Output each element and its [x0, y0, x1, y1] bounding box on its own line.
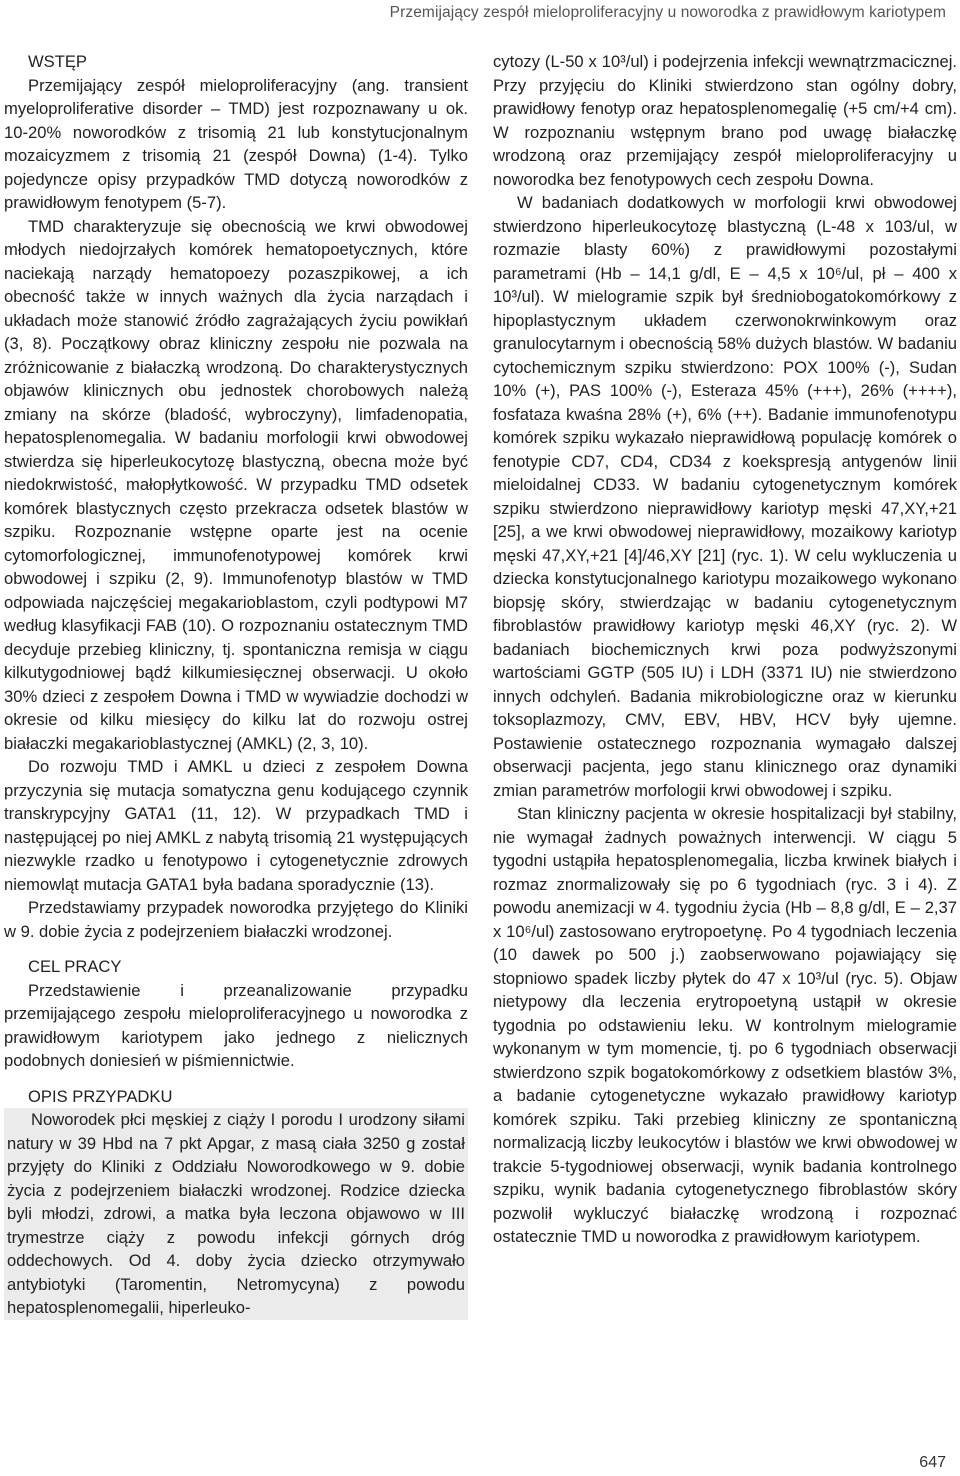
- right-paragraph-3: Stan kliniczny pacjenta w okresie hospitalizacji był stabilny, nie wymagał żadnych poważnych interwencji. W ciągu 5 tygodni ustąpiła hepatosplenomegalia, liczba krwinek białych i rozmaz znormalizowały się po 6 tygodniach (ryc. 3 i 4). Z powodu anemizacji w 4. tygodniu życia (Hb – 8,8 g/dl, E – 2,37 x 10⁶/ul) zastosowano erytropoetynę. Po 4 tygodniach leczenia (10 dawek po 500 j.) zaobserwowano pojawiający się stopniowo spadek liczby płytek do 47 x 10³/ul (ryc. 5). Objaw nietypowy dla leczenia erytropoetyną ustąpił w okresie tygodnia po odstawieniu leku. W kontrolnym mielogramie wykonanym w tym momencie, tj. po 6 tygodniach obserwacji stwierdzono szpik bogatokomórkowy z odsetkiem blastów 3%, a badanie cytogenetyczne wykazało prawidłowy kariotyp komórek szpiku. Taki przebieg kliniczny ze spontaniczną normalizacją liczby leukocytów i blastów we krwi obwodowej w trakcie 5-tygodniowej obserwacji, wynik badania kontrolnego szpiku, wynik badania cytogenetycznego fibroblastów skóry pozwolił wykluczyć białaczkę wrodzoną i rozpoznać ostatecznie TMD u noworodka z prawidłowym kariotypem.: [493, 804, 957, 1246]
- intro-paragraph-1: Przemijający zespół mieloproliferacyjny (ang. transient myeloproliferative disorder – TMD) jest rozpoznawany u ok. 10-20% noworodków z trisomią 21 lub konstytucjonalnym mozaicyzmem z trisomią 21 (zespół Downa) (1-4). Tylko pojedyncze opisy przypadków TMD dotyczą noworodków z prawidłowym fenotypem (5-7).: [4, 75, 468, 212]
- running-header: Przemijający zespół mieloproliferacyjny u noworodka z prawidłowym kariotypem: [389, 4, 946, 21]
- right-column: [493, 50, 957, 1249]
- section-heading-intro: WSTĘP: [28, 52, 88, 71]
- intro-paragraph-2: TMD charakteryzuje się obecnością we krwi obwodowej młodych niedojrzałych komórek hematopoetycznych, które naciekają narządy hematopoezy pozaszpikowej, a ich obecność także w innych ważnych dla życia narządach i układach może stanowić źródło zagrażających życiu powikłań (3, 8). Początkowy obraz kliniczny zespołu nie pozwala na zróżnicowanie z białaczką wrodzoną. Do charakterystycznych objawów klinicznych obu jednostek chorobowych należą zmiany na skórze (bladość, wybroczyny), limfadenopatia, hepatosplenomegalia. W badaniu morfologii krwi obwodowej stwierdza się hiperleukocytozę blastyczną, obecna może być niedokrwistość, małopłytkowość. W przypadku TMD odsetek komórek blastycznych często przekracza odsetek blastów w szpiku. Rozpoznanie wstępne oparte jest na ocenie cytomorfologicznej, immunofenotypowej komórek krwi obwodowej i szpiku (2, 9). Immunofenotyp blastów w TMD odpowiada najczęściej megakarioblastom, czyli podtypowi M7 według klasyfikacji FAB (10). O rozpoznaniu ostatecznym TMD decyduje przebieg kliniczny, tj. spontaniczna remisja w ciągu kilkutygodniowej bądź kilkumiesięcznej obserwacji. U około 30% dzieci z zespołem Downa i TMD w wywiadzie dochodzi w okresie od kilku miesięcy do kilku lat do rozwoju ostrej białaczki megakarioblastycznej (AMKL) (2, 3, 10).: [4, 216, 468, 753]
- right-paragraph-2: W badaniach dodatkowych w morfologii krwi obwodowej stwierdzono hiperleukocytozę blastyczną (L-48 x 103/ul, w rozmazie blasty 60%) z prawidłowymi pozostałymi parametrami (Hb – 14,1 g/dl, E – 4,5 x 10⁶/ul, pł – 400 x 10³/ul). W mielogramie szpik był średniobogatokomórkowy z hipoplastycznym układem czerwonokrwinkowym oraz granulocytarnym i obecnością 58% dużych blastów. W badaniu cytochemicznym szpiku stwierdzono: POX 100% (-), Sudan 10% (+), PAS 100% (-), Esteraza 45% (+++), 26% (++++), fosfataza kwaśna 28% (+), 6% (++). Badanie immunofenotypu komórek szpiku wykazało nieprawidłową populację komórek o fenotypie CD7, CD4, CD34 z koekspresją antygenów linii mieloidalnej CD33. W badaniu cytogenetycznym komórek szpiku stwierdzono nieprawidłowy kariotyp męski 47,XY,+21 [25], a we krwi obwodowej nieprawidłowy, mozaikowy kariotyp męski 47,XY,+21 [4]/46,XY [21] (ryc. 1). W celu wykluczenia u dziecka konstytucjonalnego kariotypu mozaikowego wykonano biopsję skóry, stwierdzając w badaniu cytogenetycznym fibroblastów prawidłowy kariotyp męski 46,XY (ryc. 2). W badaniach biochemicznych krwi poza podwyższonymi wartościami GGTP (505 IU) i LDH (3371 IU) nie stwierdzono innych odchyleń. Badania mikrobiologiczne oraz w kierunku toksoplazmozy, CMV, EBV, HBV, HCV były ujemne. Postawienie ostatecznego rozpoznania wymagało dalszej obserwacji pacjenta, jego stanu klinicznego oraz dynamiki zmian parametrów morfologii krwi obwodowej i szpiku.: [493, 193, 957, 800]
- section-heading-case: OPIS PRZYPADKU: [28, 1086, 173, 1106]
- left-column: [4, 50, 468, 1320]
- intro-paragraph-4: Przedstawiamy przypadek noworodka przyjętego do Kliniki w 9. dobie życia z podejrzeniem białaczki wrodzonej.: [4, 898, 468, 941]
- section-heading-aim: CEL PRACY: [28, 957, 122, 976]
- intro-paragraph-3: Do rozwoju TMD i AMKL u dzieci z zespołem Downa przyczynia się mutacja somatyczna genu kodującego czynnik transkrypcyjny GATA1 (11, 12). W przypadkach TMD i następującej po niej AMKL z nabytą trisomią 21 występujących niezwykle rzadko u fenotypowo i cytogenetycznie zdrowych niemowląt mutacja GATA1 była badana sporadycznie (13).: [4, 757, 468, 894]
- right-paragraph-1: cytozy (L-50 x 10³/ul) i podejrzenia infekcji wewnątrzmacicznej. Przy przyjęciu do Kliniki stwierdzono stan ogólny dobry, prawidłowy fenotyp oraz hepatosplenomegalię (+5 cm/+4 cm). W rozpoznaniu wstępnym brano pod uwagę białaczkę wrodzoną oraz przemijający zespół mieloproliferacyjny u noworodka bez fenotypowych cech zespołu Downa.: [493, 52, 957, 189]
- case-paragraph-1: Noworodek płci męskiej z ciąży I porodu I urodzony siłami natury w 39 Hbd na 7 pkt Apgar, z masą ciała 3250 g został przyjęty do Kliniki z Oddziału Noworodkowego w 9. dobie życia z podejrzeniem białaczki wrodzonej. Rodzice dziecka byli młodzi, zdrowi, a matka była leczona objawowo w III trymestrze ciąży z powodu infekcji górnych dróg oddechowych. Od 4. doby życia dziecko otrzymywało antybiotyki (Taromentin, Netromycyna) z powodu hepatosplenomegalii, hiperleuko-: [4, 1108, 468, 1320]
- page-number: 647: [919, 1454, 946, 1471]
- aim-paragraph: Przedstawienie i przeanalizowanie przypadku przemijającego zespołu mieloproliferacyjnego u noworodka z prawidłowym kariotypem jako jednego z nielicznych podobnych doniesień w piśmiennictwie.: [4, 980, 468, 1070]
